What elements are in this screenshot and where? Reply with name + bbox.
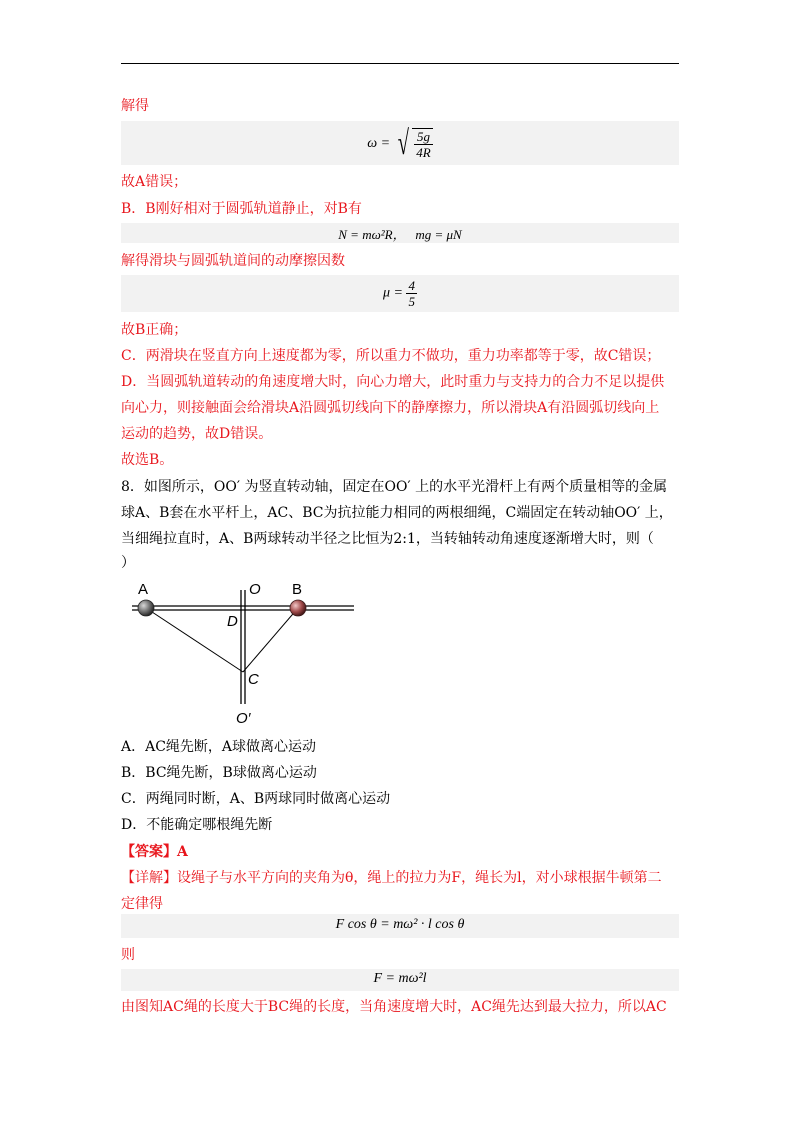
text-option-d-analysis-2: 向心力，则接触面会给滑块A沿圆弧切线向下的静摩擦力，所以滑块A有沿圆弧切线向上 [121,400,660,416]
detail-line-2: 定律得 [121,896,163,912]
f-cos-equation: F cos θ = mω² · l cos θ [335,917,465,932]
mg-equation: mg = μN [415,227,462,242]
ball-a [138,600,154,616]
option-d: D．不能确定哪根绳先断 [121,817,273,833]
equation-f-cos [121,914,679,938]
text-option-d-analysis-3: 运动的趋势，故D错误。 [121,426,273,442]
detail-then: 则 [121,947,135,963]
mu-numerator: 4 [408,278,415,293]
text-option-b-analysis: B．B刚好相对于圆弧轨道静止，对B有 [121,201,362,217]
equation-mu [121,275,679,312]
detail-conclusion: 由图知AC绳的长度大于BC绳的长度，当角速度增大时，AC绳先达到最大拉力，所以AC [121,999,667,1015]
question-8-line-2: 球A、B套在水平杆上，AC、BC为抗拉能力相同的两根细绳，C端固定在转动轴OO′ 上， [121,505,673,521]
text-friction-coefficient: 解得滑块与圆弧轨道间的动摩擦因数 [121,253,345,269]
mu-lhs: μ = [383,285,403,301]
text-b-correct: 故B正确； [121,322,188,338]
option-b: B．BC绳先断，B球做离心运动 [121,765,317,781]
rotating-axis-figure [128,580,368,728]
label-a: A [138,581,149,598]
text-jiede-1: 解得 [121,98,149,114]
question-8-line-1: 8．如图所示，OO′ 为竖直转动轴，固定在OO′ 上的水平光滑杆上有两个质量相等的金属 [121,479,668,495]
sqrt-sign-icon: √ [397,125,409,162]
label-o: O [249,581,261,598]
ball-b [290,600,306,616]
f-equation: F = mω²l [373,971,427,986]
option-a: A．AC绳先断，A球做离心运动 [121,739,317,755]
label-b: B [292,581,303,598]
label-o-prime: O′ [236,710,251,727]
omega-denominator: 4R [416,145,431,160]
mu-denominator: 5 [408,294,415,309]
omega-numerator: 5g [414,129,432,145]
label-c: C [248,671,259,688]
equation-n [121,223,679,243]
text-a-wrong: 故A错误； [121,174,188,190]
header-rule [121,63,679,64]
text-choose-b: 故选B。 [121,452,174,468]
n-equation: N = mω²R， [338,227,406,242]
detail-line-1: 【详解】设绳子与水平方向的夹角为θ，绳上的拉力为F，绳长为l，对小球根据牛顿第二 [121,870,662,886]
omega-lhs: ω = [367,136,391,152]
equation-omega [121,121,679,165]
option-c: C．两绳同时断，A、B两球同时做离心运动 [121,791,391,807]
label-d: D [227,613,238,630]
question-8-line-4: ） [121,555,135,571]
text-option-d-analysis-1: D．当圆弧轨道转动的角速度增大时，向心力增大，此时重力与支持力的合力不足以提供 [121,374,665,390]
equation-f [121,969,679,991]
rope-bc [243,608,298,672]
question-8-line-3: 当细绳拉直时，A、B两球转动半径之比恒为2:1，当转轴转动角速度逐渐增大时，则（ [121,531,654,547]
text-option-c-analysis: C．两滑块在竖直方向上速度都为零，所以重力不做功，重力功率都等于零，故C错误； [121,348,661,364]
answer-label: 【答案】A [121,844,188,860]
